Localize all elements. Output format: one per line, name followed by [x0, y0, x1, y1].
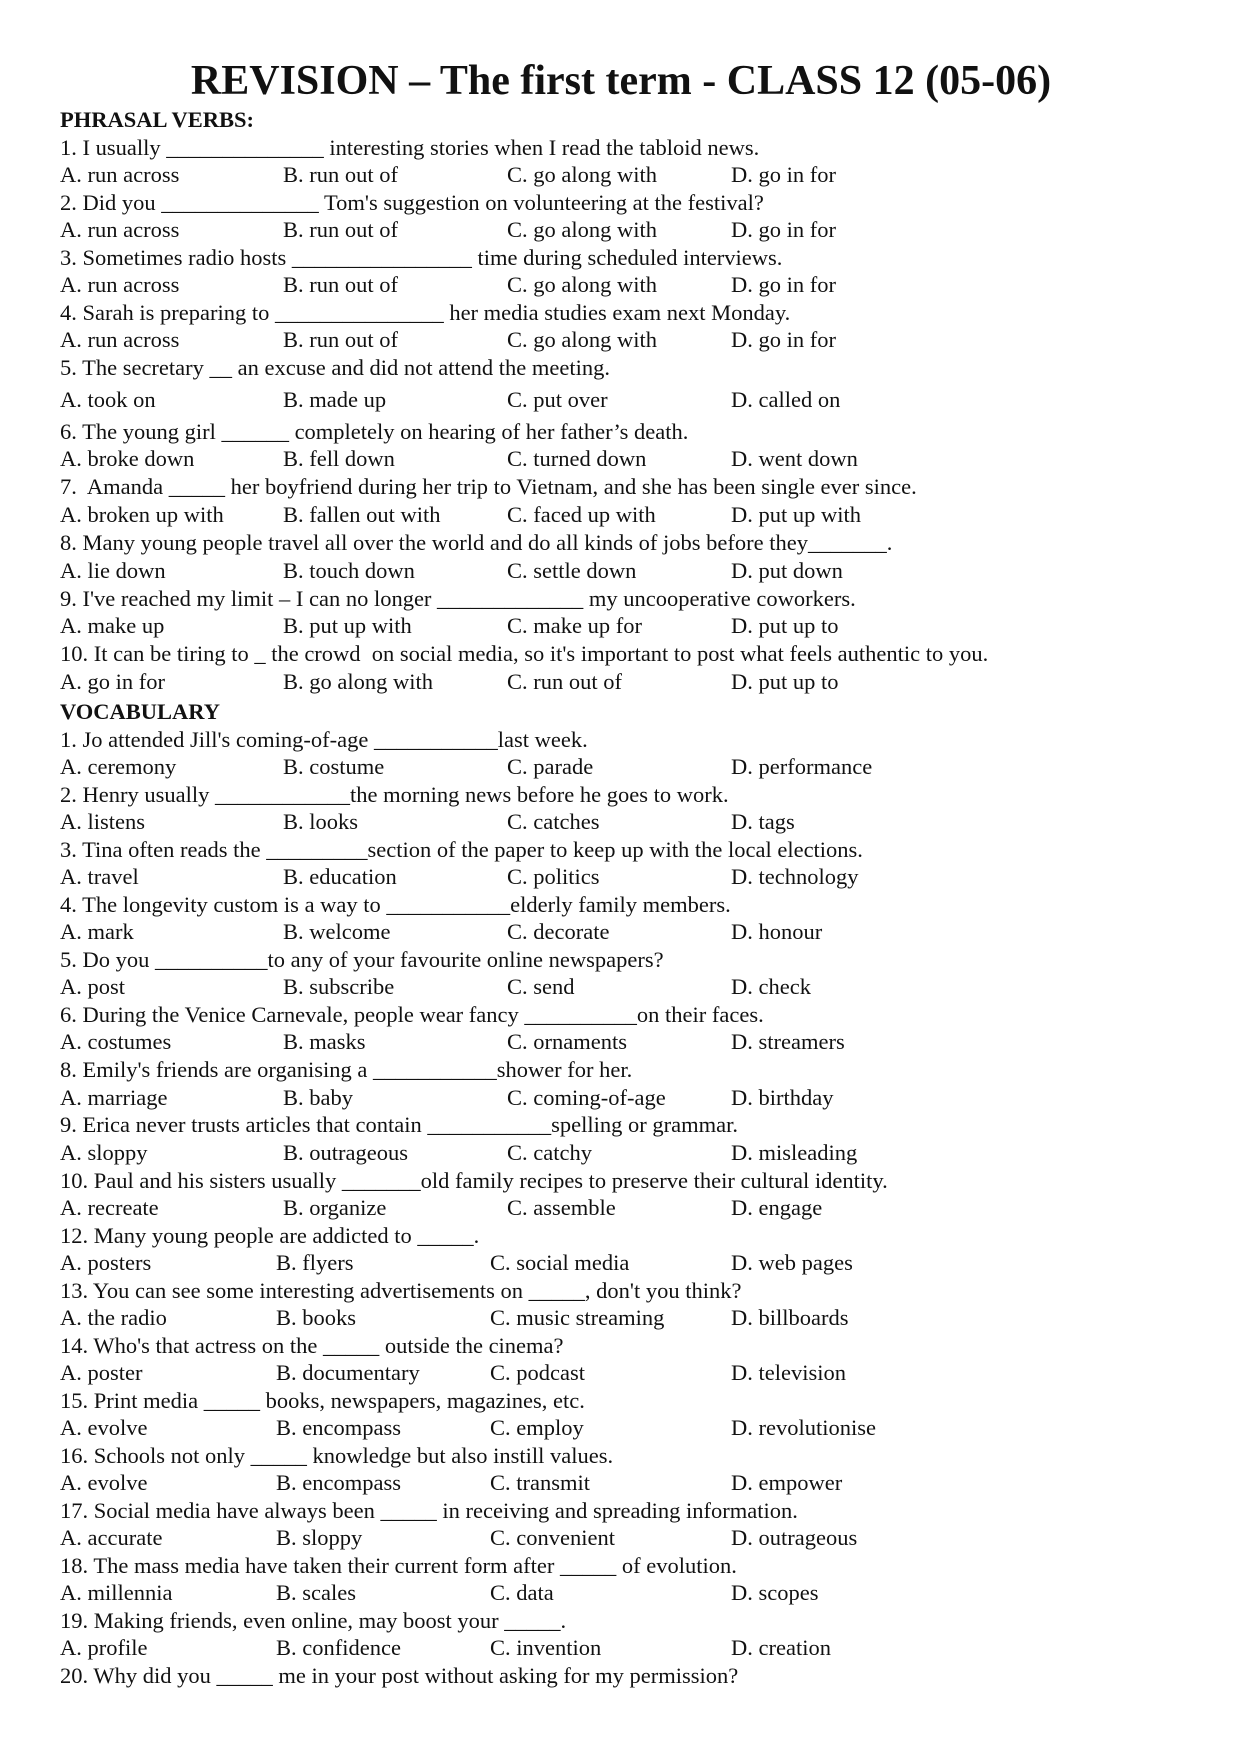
answer-option[interactable]: C. go along with — [507, 327, 657, 352]
question-stem: 1. Jo attended Jill's coming-of-age ___________last week. — [60, 727, 588, 752]
answer-option[interactable]: C. faced up with — [507, 502, 656, 527]
question-stem: 15. Print media _____ books, newspapers, magazines, etc. — [60, 1388, 585, 1413]
answer-options — [60, 1084, 1200, 1112]
answer-option[interactable]: A. run across — [60, 327, 180, 352]
answer-option[interactable]: B. subscribe — [283, 974, 395, 999]
answer-option[interactable]: C. podcast — [490, 1360, 585, 1385]
answer-option[interactable]: C. decorate — [507, 919, 610, 944]
answer-option[interactable]: A. broken up with — [60, 502, 224, 527]
answer-option[interactable]: A. lie down — [60, 558, 166, 583]
answer-option[interactable]: B. welcome — [283, 919, 391, 944]
answer-options — [60, 753, 1200, 781]
answer-options — [60, 161, 1200, 189]
answer-option[interactable]: B. encompass — [276, 1415, 401, 1440]
question-stem: 4. Sarah is preparing to _______________ her media studies exam next Monday. — [60, 300, 791, 325]
question-stem: 1. I usually ______________ interesting stories when I read the tabloid news. — [60, 135, 760, 160]
answer-option[interactable]: A. listens — [60, 809, 146, 834]
answer-option[interactable]: B. flyers — [276, 1250, 354, 1275]
answer-option[interactable]: C. settle down — [507, 558, 637, 583]
answer-option[interactable]: D. misleading — [731, 1140, 858, 1165]
answer-option[interactable]: C. put over — [507, 387, 608, 412]
answer-option[interactable]: A. broke down — [60, 446, 195, 471]
question-stem: 8. Many young people travel all over the world and do all kinds of jobs before they_______. — [60, 530, 893, 555]
question-stem: 4. The longevity custom is a way to ___________elderly family members. — [60, 892, 731, 917]
answer-option[interactable]: A. took on — [60, 387, 156, 412]
answer-option[interactable]: B. scales — [276, 1580, 356, 1605]
answer-options — [60, 668, 1200, 696]
answer-option[interactable]: C. send — [507, 974, 575, 999]
answer-option[interactable]: C. convenient — [490, 1525, 615, 1550]
answer-option[interactable]: C. go along with — [507, 217, 657, 242]
answer-options — [60, 1028, 1200, 1056]
answer-option[interactable]: C. data — [490, 1580, 554, 1605]
answer-option[interactable]: D. streamers — [731, 1029, 845, 1054]
answer-option[interactable]: B. organize — [283, 1195, 387, 1220]
answer-option[interactable]: D. engage — [731, 1195, 823, 1220]
answer-options — [60, 1249, 1200, 1277]
answer-option[interactable]: A. post — [60, 974, 126, 999]
answer-option[interactable]: B. costume — [283, 754, 385, 779]
answer-option[interactable]: D. go in for — [731, 327, 836, 352]
answer-options — [60, 1524, 1200, 1552]
answer-option[interactable]: B. sloppy — [276, 1525, 363, 1550]
answer-option[interactable]: D. put down — [731, 558, 843, 583]
question-stem: 14. Who's that actress on the _____ outside the cinema? — [60, 1333, 564, 1358]
answer-option[interactable]: D. honour — [731, 919, 823, 944]
answer-option[interactable]: A. the radio — [60, 1305, 167, 1330]
answer-option[interactable]: A. run across — [60, 162, 180, 187]
answer-option[interactable]: D. put up to — [731, 613, 839, 638]
answer-options — [60, 863, 1200, 891]
question-stem: 2. Did you ______________ Tom's suggestion on volunteering at the festival? — [60, 190, 764, 215]
question-stem: 6. During the Venice Carnevale, people wear fancy __________on their faces. — [60, 1002, 764, 1027]
answer-options — [60, 216, 1200, 244]
answer-option[interactable]: D. went down — [731, 446, 858, 471]
answer-option[interactable]: B. run out of — [283, 217, 398, 242]
answer-option[interactable]: B. fell down — [283, 446, 395, 471]
answer-option[interactable]: A. ceremony — [60, 754, 177, 779]
page-title: REVISION – The first term - CLASS 12 (05-06) — [190, 58, 1052, 104]
question-stem: 8. Emily's friends are organising a ___________shower for her. — [60, 1057, 633, 1082]
answer-option[interactable]: A. run across — [60, 272, 180, 297]
answer-option[interactable]: B. documentary — [276, 1360, 420, 1385]
answer-option[interactable]: B. run out of — [283, 272, 398, 297]
answer-options — [60, 271, 1200, 299]
answer-option[interactable]: B. put up with — [283, 613, 412, 638]
answer-option[interactable]: C. music streaming — [490, 1305, 665, 1330]
answer-option[interactable]: D. technology — [731, 864, 859, 889]
answer-option[interactable]: C. run out of — [507, 669, 622, 694]
answer-option[interactable]: A. travel — [60, 864, 139, 889]
question-stem: 5. The secretary __ an excuse and did not attend the meeting. — [60, 355, 611, 380]
answer-option[interactable]: A. costumes — [60, 1029, 172, 1054]
question-stem: 5. Do you __________to any of your favourite online newspapers? — [60, 947, 664, 972]
answer-options — [60, 973, 1200, 1001]
question-stem: 9. Erica never trusts articles that contain ___________spelling or grammar. — [60, 1112, 738, 1137]
answer-option[interactable]: C. transmit — [490, 1470, 590, 1495]
answer-option[interactable]: C. assemble — [507, 1195, 616, 1220]
answer-option[interactable]: D. go in for — [731, 272, 836, 297]
answer-option[interactable]: A. accurate — [60, 1525, 163, 1550]
answer-options — [60, 1579, 1200, 1607]
answer-option[interactable]: B. run out of — [283, 162, 398, 187]
answer-option[interactable]: D. put up with — [731, 502, 862, 527]
answer-option[interactable]: C. make up for — [507, 613, 642, 638]
answer-option[interactable]: D. billboards — [731, 1305, 849, 1330]
question-stem: 20. Why did you _____ me in your post without asking for my permission? — [60, 1663, 739, 1688]
answer-option[interactable]: D. go in for — [731, 217, 836, 242]
answer-option[interactable]: A. posters — [60, 1250, 152, 1275]
answer-options — [60, 1359, 1200, 1387]
answer-option[interactable]: D. outrageous — [731, 1525, 858, 1550]
question-stem: 16. Schools not only _____ knowledge but also instill values. — [60, 1443, 614, 1468]
answer-option[interactable]: A. mark — [60, 919, 134, 944]
answer-option[interactable]: C. politics — [507, 864, 600, 889]
answer-options — [60, 1414, 1200, 1442]
answer-option[interactable]: C. catchy — [507, 1140, 592, 1165]
answer-option[interactable]: C. go along with — [507, 272, 657, 297]
answer-option[interactable]: D. performance — [731, 754, 873, 779]
answer-option[interactable]: D. creation — [731, 1635, 831, 1660]
answer-option[interactable]: B. encompass — [276, 1470, 401, 1495]
answer-option[interactable]: B. touch down — [283, 558, 415, 583]
answer-option[interactable]: D. television — [731, 1360, 846, 1385]
answer-option[interactable]: C. catches — [507, 809, 600, 834]
answer-options — [60, 445, 1200, 473]
answer-options — [60, 557, 1200, 585]
answer-option[interactable]: A. millennia — [60, 1580, 173, 1605]
answer-option[interactable]: A. profile — [60, 1635, 148, 1660]
answer-option[interactable]: B. masks — [283, 1029, 366, 1054]
question-stem: 6. The young girl ______ completely on hearing of her father’s death. — [60, 419, 689, 444]
answer-option[interactable]: C. coming-of-age — [507, 1085, 666, 1110]
question-stem: 9. I've reached my limit – I can no longer _____________ my uncooperative coworkers. — [60, 586, 856, 611]
question-stem: 12. Many young people are addicted to _____. — [60, 1223, 480, 1248]
answer-option[interactable]: D. empower — [731, 1470, 843, 1495]
question-stem: 2. Henry usually ____________the morning news before he goes to work. — [60, 782, 729, 807]
answer-options — [60, 1194, 1200, 1222]
answer-option[interactable]: C. invention — [490, 1635, 602, 1660]
answer-option[interactable]: B. baby — [283, 1085, 353, 1110]
answer-option[interactable]: A. go in for — [60, 669, 165, 694]
answer-option[interactable]: B. confidence — [276, 1635, 401, 1660]
question-stem: 3. Tina often reads the _________section of the paper to keep up with the local elections. — [60, 837, 863, 862]
answer-options — [60, 918, 1200, 946]
answer-option[interactable]: D. check — [731, 974, 811, 999]
question-stem: 13. You can see some interesting advertisements on _____, don't you think? — [60, 1278, 742, 1303]
question-stem: 18. The mass media have taken their current form after _____ of evolution. — [60, 1553, 737, 1578]
answer-option[interactable]: A. evolve — [60, 1415, 148, 1440]
question-stem: 7. Amanda _____ her boyfriend during her trip to Vietnam, and she has been single ever since. — [60, 474, 917, 499]
answer-options — [60, 1469, 1200, 1497]
answer-option[interactable]: B. made up — [283, 387, 387, 412]
answer-option[interactable]: B. go along with — [283, 669, 433, 694]
question-stem: 17. Social media have always been _____ in receiving and spreading information. — [60, 1498, 798, 1523]
answer-option[interactable]: B. outrageous — [283, 1140, 408, 1165]
answer-option[interactable]: D. tags — [731, 809, 795, 834]
answer-option[interactable]: D. revolutionise — [731, 1415, 876, 1440]
answer-option[interactable]: C. ornaments — [507, 1029, 627, 1054]
answer-options — [60, 1634, 1200, 1662]
answer-option[interactable]: C. parade — [507, 754, 594, 779]
answer-option[interactable]: A. recreate — [60, 1195, 159, 1220]
answer-options — [60, 808, 1200, 836]
question-stem: 10. It can be tiring to _ the crowd on social media, so it's important to post what feels authentic to you. — [60, 641, 989, 666]
question-stem: 3. Sometimes radio hosts ________________ time during scheduled interviews. — [60, 245, 783, 270]
answer-option[interactable]: A. marriage — [60, 1085, 168, 1110]
answer-option[interactable]: B. fallen out with — [283, 502, 441, 527]
answer-option[interactable]: C. go along with — [507, 162, 657, 187]
answer-option[interactable]: A. make up — [60, 613, 165, 638]
answer-options — [60, 1304, 1200, 1332]
answer-option[interactable]: A. run across — [60, 217, 180, 242]
answer-option[interactable]: D. birthday — [731, 1085, 834, 1110]
answer-options — [60, 326, 1200, 354]
question-stem: 19. Making friends, even online, may boost your _____. — [60, 1608, 567, 1633]
answer-option[interactable]: D. put up to — [731, 669, 839, 694]
answer-options — [60, 501, 1200, 529]
answer-option[interactable]: B. books — [276, 1305, 357, 1330]
answer-option[interactable]: B. looks — [283, 809, 359, 834]
answer-option[interactable]: D. go in for — [731, 162, 836, 187]
answer-option[interactable]: D. scopes — [731, 1580, 819, 1605]
answer-options — [60, 612, 1200, 640]
section-heading: PHRASAL VERBS: — [60, 107, 255, 132]
answer-option[interactable]: D. web pages — [731, 1250, 853, 1275]
answer-option[interactable]: D. called on — [731, 387, 841, 412]
answer-option[interactable]: A. evolve — [60, 1470, 148, 1495]
answer-option[interactable]: A. poster — [60, 1360, 143, 1385]
section-heading: VOCABULARY — [60, 699, 221, 724]
answer-option[interactable]: A. sloppy — [60, 1140, 148, 1165]
answer-option[interactable]: C. social media — [490, 1250, 630, 1275]
answer-options — [60, 1139, 1200, 1167]
answer-option[interactable]: B. education — [283, 864, 397, 889]
answer-option[interactable]: C. turned down — [507, 446, 647, 471]
answer-option[interactable]: B. run out of — [283, 327, 398, 352]
answer-option[interactable]: C. employ — [490, 1415, 584, 1440]
question-stem: 10. Paul and his sisters usually _______old family recipes to preserve their cultural identity. — [60, 1168, 888, 1193]
answer-options — [60, 386, 1200, 414]
